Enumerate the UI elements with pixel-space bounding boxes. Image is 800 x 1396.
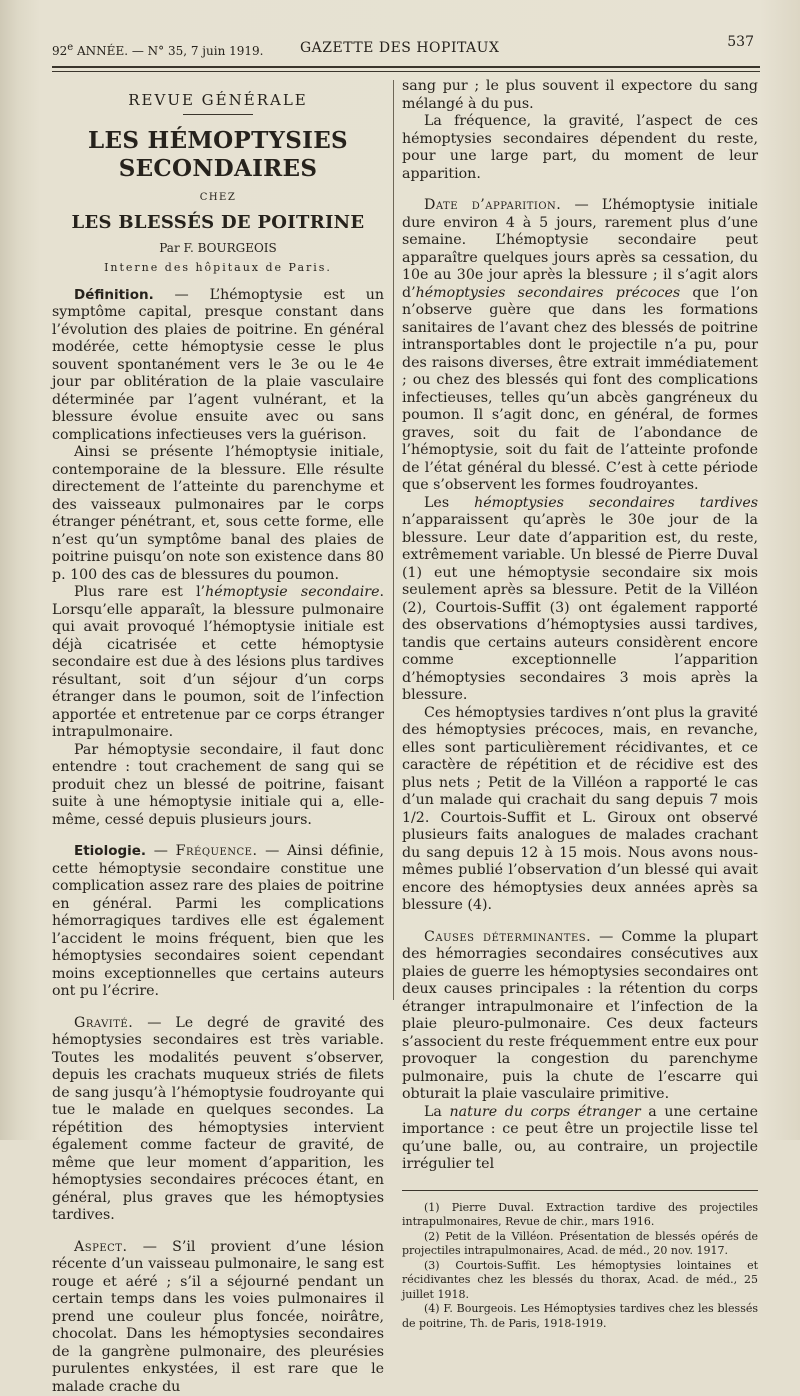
spacer [52, 1001, 384, 1015]
paragraph-aspect [52, 1239, 384, 1396]
issue-number: 92 [52, 44, 67, 58]
spacer [52, 829, 384, 843]
article-title: LES HÉMOPTYSIES SECONDAIRES [52, 127, 384, 183]
running-header [52, 38, 760, 62]
section-rule [183, 114, 253, 115]
gravite-subheading: Gravité. [74, 1015, 133, 1031]
author-line: Par F. BOURGEOIS [52, 240, 384, 258]
footnote: (3) Courtois-Suffit. Les hémoptysies lointaines et récidivantes chez les blessés du thorax, Acad. de méd., 25 juillet 1918. [402, 1259, 758, 1303]
etiologie-heading: Etiologie. [74, 843, 146, 859]
paragraph: Ces hémoptysies tardives n’ont plus la gravité des hémoptysies précoces, mais, en revanche, elles sont particulièrement récidivantes, et ce caractère de répétition et de récidive est des plus nets ; Petit de la Villéon a rapporté le cas d’un malade qui crachait du sang depuis 7 mois 1/2. Courtois-Suffit et L. Giroux ont observé plusieurs faits analogues de malades crachant du sang depuis 12 à 15 mois. Nous avons nous-mêmes publié l’observation d’un blessé qui avait encore des hémoptysies deux années après sa blessure (4). [402, 705, 758, 915]
column-divider [393, 80, 394, 1000]
aspect-subheading: Aspect. [74, 1239, 127, 1255]
text: que l’on n’observe guère que dans les formations sanitaires de l’avant chez des blessés de poitrine intransportables dont le projectile n’a pu, pour des raisons diverses, être extrait immédiatement ; ou chez des blessés qui font des complications infectieuses, telles qu’un abcès gangréneux du poumon. Il s’agit donc, en général, de formes graves, soit du fait de l’abondance de l’hémoptysie, soit du fait de l’atteinte profonde de l’état général du blessé. C’est à cette période que s’observent les formes foudroyantes. [402, 285, 758, 494]
header-rule-thin [52, 71, 760, 72]
paragraph-definition [52, 287, 384, 445]
footnote: (4) F. Bourgeois. Les Hémoptysies tardives chez les blessés de poitrine, Th. de Paris, 1918-1919. [402, 1302, 758, 1331]
causes-text: — Comme la plupart des hémorragies secondaires consécutives aux plaies de guerre les hémoptysies secondaires ont deux causes principales : la rétention du corps étranger intrapulmonaire et l’infection de la plaie pleuro-pulmonaire. Ces deux facteurs s’associent du reste fréquemment entre eux pour provoquer la congestion du parenchyme pulmonaire, puis la chute de l’escarre qui obturait la plaie vasculaire primitive. [402, 929, 758, 1103]
causes-subheading: Causes déterminantes. [424, 929, 591, 945]
paragraph: Par hémoptysie secondaire, il faut donc entendre : tout crachement de sang qui se produit chez un blessé de poitrine, faisant suite à une hémoptysie initiale qui a, elle-même, cessé depuis plusieurs jours. [52, 742, 384, 830]
text: — L’hémoptysie initiale dure environ 4 à 5 jours, rarement plus d’une semaine. L’hémoptysie secondaire peut apparaître quelques jours après sa cessation, du 10e au 30e jour après la blessure ; il s’agit alors d’ [402, 197, 758, 301]
author-affiliation: Interne des hôpitaux de Paris. [52, 259, 384, 277]
text: Les [424, 495, 474, 511]
text: Plus rare est l’ [74, 584, 205, 600]
article-subtitle: LES BLESSÉS DE POITRINE [52, 214, 384, 232]
spacer [52, 1225, 384, 1239]
right-column [402, 78, 758, 1331]
emphasis: nature du corps étranger [450, 1104, 641, 1120]
definition-text: — L’hémoptysie est un symptôme capital, presque constant dans l’évolution des plaies de poitrine. En général modérée, cette hémoptysie cesse le plus souvent spontanément vers le 3e ou le 4e jour par oblitération de la plaie vasculaire déterminée par l’agent vulnérant, et la blessure évolue ensuite avec ou sans complications infectieuses vers la guérison. [52, 287, 384, 443]
paragraph: La fréquence, la gravité, l’aspect de ces hémoptysies secondaires dépendent du reste, pour une large part, du moment de leur apparition. [402, 113, 758, 183]
spacer [402, 1191, 758, 1201]
issue-sup: e [67, 42, 73, 53]
aspect-text: — S’il provient d’une lésion récente d’un vaisseau pulmonaire, le sang est rouge et aéré ; s’il a séjourné pendant un certain temps dans les voies pulmonaires il prend une couleur plus foncée, noirâtre, chocolat. Dans les hémoptysies secondaires de la gangrène pulmonaire, des pleurésies purulentes enkystées, il est rare que le malade crache du [52, 1239, 384, 1395]
text: La [424, 1104, 450, 1120]
spacer [402, 183, 758, 197]
issue-line [52, 42, 264, 58]
paragraph [402, 1104, 758, 1174]
text: a une certaine importance : ce peut être un projectile lisse tel qu’une balle, ou, au contraire, un projectile irrégulier tel [402, 1104, 758, 1173]
section-heading: REVUE GÉNÉRALE [52, 92, 384, 110]
footnote: (2) Petit de la Villéon. Présentation de blessés opérés de projectiles intrapulmonaires, Acad. de méd., 20 nov. 1917. [402, 1230, 758, 1259]
header-rule-thick [52, 66, 760, 68]
text: . Lorsqu’elle apparaît, la blessure pulmonaire qui avait provoqué l’hémoptysie initiale est déjà cicatrisée et cette hémoptysie secondaire est due à des lésions plus tardives résultant, soit d’un séjour d’un corps étranger dans le poumon, soit de l’infection apportée et entretenue par ce corps étranger intrapulmonaire. [52, 584, 384, 740]
page-number: 537 [727, 34, 754, 50]
emphasis: hémoptysies secondaires précoces [416, 285, 681, 301]
paragraph-gravite [52, 1015, 384, 1225]
emphasis: hémoptysies secondaires tardives [474, 495, 758, 511]
definition-heading: Définition. [74, 287, 154, 303]
date-subheading: Date d’apparition. [424, 197, 561, 213]
issue-date: ANNÉE. — N° 35, 7 juin 1919. [73, 44, 263, 58]
emphasis: hémoptysie secondaire [205, 584, 379, 600]
etiologie-text: — Ainsi définie, cette hémoptysie secondaire constitue une complication assez rare des plaies de poitrine en général. Parmi les complications hémorragiques tardives elle est également l’accident le moins fréquent, bien que les hémoptysies secondaires soient cependant moins exceptionnelles que certains auteurs ont pu l’écrire. [52, 843, 384, 999]
left-column [52, 84, 384, 1396]
paragraph [402, 495, 758, 705]
text: n’apparaissent qu’après le 30e jour de la blessure. Leur date d’apparition est, du reste, extrêmement variable. Un blessé de Pierre Duval (1) eut une hémoptysie secondaire six mois seulement après sa blessure. Petit de la Villéon (2), Courtois-Suffit (3) ont également rapporté des observations d’hémoptysies aussi tardives, tandis que certains auteurs considèrent encore comme exceptionnelle l’apparition d’hémoptysies secondaires 3 mois après la blessure. [402, 512, 758, 703]
paragraph: Ainsi se présente l’hémoptysie initiale, contemporaine de la blessure. Elle résulte directement de l’atteinte du parenchyme et des vaisseaux pulmonaires par le corps étranger pénétrant, et, sous cette forme, elle n’est qu’un symptôme banal des plaies de poitrine puisqu’on note son existence dans 80 p. 100 des cas de blessures du poumon. [52, 444, 384, 584]
paragraph-etiologie: Etiologie. — Fréquence. — Ainsi définie, cette hémoptysie secondaire constitue une complication assez rare des plaies de poitrine en général. Parmi les complications hémorragiques tardives elle est également l’accident le moins fréquent, bien que les hémoptysies secondaires soient cependant moins exceptionnelles que certains auteurs ont pu l’écrire. [52, 843, 384, 1001]
footnote: (1) Pierre Duval. Extraction tardive des projectiles intrapulmonaires, Revue de chir., mars 1916. [402, 1201, 758, 1230]
paragraph [52, 584, 384, 742]
gravite-text: — Le degré de gravité des hémoptysies secondaires est très variable. Toutes les modalités peuvent s’observer, depuis les crachats muqueux striés de filets de sang jusqu’à l’hémoptysie foudroyante qui tue le malade en quelques secondes. La répétition des hémoptysies intervient également comme facteur de gravité, de même que leur moment d’apparition, les hémoptysies secondaires précoces étant, en général, plus graves que les hémoptysies tardives. [52, 1015, 384, 1224]
spacer [402, 915, 758, 929]
frequence-subheading: Fréquence. [176, 843, 258, 859]
paragraph: sang pur ; le plus souvent il expectore du sang mélangé à du pus. [402, 78, 758, 113]
paragraph-date [402, 197, 758, 495]
title-connector: CHEZ [52, 189, 384, 207]
paragraph-causes [402, 929, 758, 1104]
journal-name: GAZETTE DES HOPITAUX [300, 40, 499, 56]
